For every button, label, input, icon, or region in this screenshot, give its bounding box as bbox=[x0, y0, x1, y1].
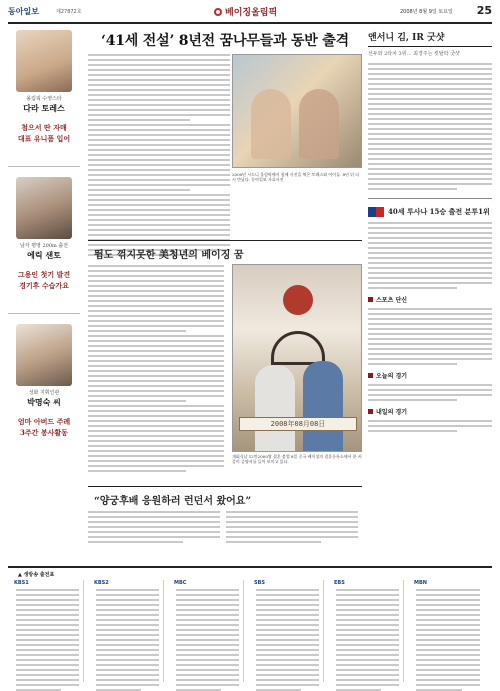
person-quote: 첨으서 딴 자매 대표 유니폼 입어 bbox=[17, 123, 71, 143]
main-article-text bbox=[88, 54, 230, 256]
section-label: 베이징올림픽 bbox=[225, 8, 278, 18]
wedding-photo bbox=[232, 264, 362, 452]
photo-figure bbox=[299, 89, 339, 159]
main-story-photo bbox=[232, 54, 362, 168]
left-profile-column bbox=[8, 30, 80, 450]
tv-channel-name: MBN bbox=[414, 580, 427, 586]
tv-channel-name: KBS2 bbox=[94, 580, 109, 586]
sidebar-headline: 앤서니 김, IR 굿샷 bbox=[368, 30, 492, 47]
divider bbox=[8, 313, 80, 314]
tomorrow-games-heading: 내일의 경기 bbox=[368, 407, 492, 416]
person-photo bbox=[16, 30, 72, 92]
tv-channel-name: KBS1 bbox=[14, 580, 29, 586]
square-bullet-icon bbox=[368, 297, 373, 302]
text-column bbox=[226, 511, 358, 543]
text-column bbox=[88, 511, 220, 543]
tv-channel-name: MBC bbox=[174, 580, 187, 586]
story-3 bbox=[88, 486, 362, 556]
tv-channel-column bbox=[172, 580, 244, 682]
issue-number: 제27872호 bbox=[56, 9, 82, 15]
person-caption: 성화 지휘인관 박명숙 씨 bbox=[8, 389, 80, 408]
photo-figure bbox=[251, 89, 291, 159]
sports-briefs-heading: 스포츠 단신 bbox=[368, 295, 492, 304]
page-header bbox=[8, 4, 492, 24]
person-name: 에릭 샌토 bbox=[27, 250, 61, 260]
mlb-logo-icon bbox=[368, 207, 384, 217]
today-games-heading: 오늘의 경기 bbox=[368, 371, 492, 380]
photo-figure bbox=[303, 361, 343, 451]
tv-channel-column bbox=[332, 580, 404, 682]
tv-channel-column bbox=[92, 580, 164, 682]
heart-icon bbox=[271, 331, 325, 365]
page-number: 25 bbox=[476, 4, 492, 17]
text-lines bbox=[368, 308, 492, 365]
divider bbox=[368, 198, 492, 199]
tv-channel-name: SBS bbox=[254, 580, 266, 586]
person-caption: 남자 평영 200m 출전 에릭 샌토 bbox=[8, 242, 80, 261]
tv-schedule bbox=[8, 566, 492, 684]
text-column bbox=[88, 265, 224, 472]
tv-channel-name: EBS bbox=[334, 580, 345, 586]
wedding-photo-caption: 개회식날 12만2000쌍 결혼 붐업 8일 중국 베이징의 결혼등록소에서 한 커플이 증명서를 들어 보이고 있다. bbox=[232, 454, 362, 464]
person-quote: 그용인 첫기 발견 경기후 수습가요 bbox=[17, 270, 71, 290]
profile-card bbox=[8, 177, 80, 303]
section-title bbox=[214, 5, 277, 18]
photo-figure bbox=[255, 365, 295, 451]
issue-date: 2008년 8월 9일 토요일 bbox=[400, 9, 453, 15]
right-column bbox=[368, 30, 492, 432]
story-3-text bbox=[88, 511, 358, 543]
sidebar-subhead: 선두와 2타차 3위… 최경주는 컷탈락 굿샷 bbox=[368, 51, 460, 57]
divider bbox=[8, 166, 80, 167]
text-lines bbox=[88, 54, 230, 256]
emblem-icon bbox=[283, 285, 313, 315]
person-caption: 올림픽 수영스타 다라 토레스 bbox=[8, 95, 80, 114]
tv-channel-column bbox=[252, 580, 324, 682]
olympic-ring-icon bbox=[214, 8, 222, 16]
main-photo-caption: 2000년 시드니 올림픽에서 함께 사진을 찍은 토레스와 아이들. 8년 뒤 다시 만났다. 동아일보 자료사진 bbox=[232, 172, 360, 182]
person-name: 다라 토레스 bbox=[23, 103, 65, 113]
person-photo bbox=[16, 177, 72, 239]
profile-card bbox=[8, 324, 80, 450]
main-headline: ‘41세 전설’ 8년전 꿈나무들과 동반 출격 bbox=[101, 33, 349, 49]
person-photo bbox=[16, 324, 72, 386]
text-lines bbox=[368, 420, 492, 432]
square-bullet-icon bbox=[368, 373, 373, 378]
text-lines bbox=[368, 222, 492, 289]
photo-banner: 2008年08月08日 bbox=[239, 417, 357, 431]
tv-channel-column bbox=[12, 580, 84, 682]
masthead: 동아일보 bbox=[8, 7, 39, 16]
mlb-headline: 40세 투사나 15승 출전 분투1위 bbox=[368, 207, 492, 217]
text-lines bbox=[368, 384, 492, 401]
tv-channel-column bbox=[412, 580, 484, 682]
person-quote: 엄마 아버드 주례 3주간 봉사활동 bbox=[17, 417, 71, 437]
person-name: 박명숙 씨 bbox=[27, 397, 61, 407]
story-3-headline: “양궁후배 응원하러 런던서 왔어요” bbox=[94, 496, 252, 507]
tv-schedule-title: ▲ 생방송 출전표 bbox=[18, 572, 55, 578]
story-2-headline: 뜀도 꺾지못한 美청년의 베이징 꿈 bbox=[94, 250, 244, 261]
profile-card bbox=[8, 30, 80, 156]
text-lines bbox=[368, 63, 492, 190]
square-bullet-icon bbox=[368, 409, 373, 414]
